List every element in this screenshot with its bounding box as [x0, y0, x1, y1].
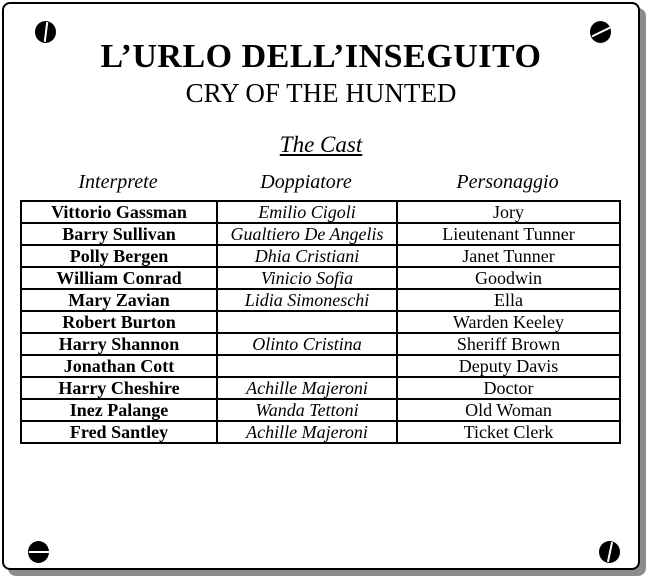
- column-header-interprete: Interprete: [78, 171, 158, 193]
- cast-table: [20, 200, 621, 444]
- cell-doppiatore: Emilio Cigoli: [217, 201, 397, 223]
- table-row: [21, 201, 620, 223]
- table-row: [21, 421, 620, 443]
- cell-personaggio: Jory: [397, 201, 620, 223]
- cell-doppiatore: [217, 311, 397, 333]
- table-row: [21, 399, 620, 421]
- cell-doppiatore: Vinicio Sofia: [217, 267, 397, 289]
- cast-heading-text: The Cast: [279, 132, 363, 157]
- cell-personaggio: Goodwin: [397, 267, 620, 289]
- table-row: [21, 267, 620, 289]
- cell-interprete: Harry Shannon: [21, 333, 217, 355]
- table-row: [21, 223, 620, 245]
- screw-slot: [29, 551, 49, 553]
- table-row: [21, 377, 620, 399]
- cell-doppiatore: Achille Majeroni: [217, 377, 397, 399]
- cell-interprete: Jonathan Cott: [21, 355, 217, 377]
- cell-personaggio: Lieutenant Tunner: [397, 223, 620, 245]
- cell-personaggio: Sheriff Brown: [397, 333, 620, 355]
- screw-icon-bottom-left: [28, 541, 49, 563]
- cell-interprete: Polly Bergen: [21, 245, 217, 267]
- cast-list-panel: [2, 2, 640, 570]
- cell-personaggio: Ticket Clerk: [397, 421, 620, 443]
- screw-slot: [591, 27, 610, 38]
- cell-personaggio: Warden Keeley: [397, 311, 620, 333]
- cell-personaggio: Deputy Davis: [397, 355, 620, 377]
- screw-icon-bottom-right: [599, 541, 620, 563]
- cell-doppiatore: Gualtiero De Angelis: [217, 223, 397, 245]
- cell-interprete: Vittorio Gassman: [21, 201, 217, 223]
- cell-doppiatore: Olinto Cristina: [217, 333, 397, 355]
- cell-interprete: Barry Sullivan: [21, 223, 217, 245]
- cast-table-body: [21, 201, 620, 443]
- cell-personaggio: Old Woman: [397, 399, 620, 421]
- cell-interprete: Mary Zavian: [21, 289, 217, 311]
- cell-doppiatore: Lidia Simoneschi: [217, 289, 397, 311]
- cell-doppiatore: [217, 355, 397, 377]
- cell-personaggio: Ella: [397, 289, 620, 311]
- column-header-doppiatore: Doppiatore: [260, 171, 352, 193]
- cell-interprete: William Conrad: [21, 267, 217, 289]
- column-header-personaggio: Personaggio: [456, 171, 559, 193]
- cell-interprete: Harry Cheshire: [21, 377, 217, 399]
- film-title-english: CRY OF THE HUNTED: [185, 78, 457, 108]
- cell-personaggio: Doctor: [397, 377, 620, 399]
- cell-interprete: Robert Burton: [21, 311, 217, 333]
- film-title-italian: L’URLO DELL’INSEGUITO: [100, 38, 542, 75]
- table-row: [21, 289, 620, 311]
- table-row: [21, 333, 620, 355]
- table-row: [21, 311, 620, 333]
- cell-doppiatore: Wanda Tettoni: [217, 399, 397, 421]
- cast-column-headers: [20, 169, 619, 195]
- cell-personaggio: Janet Tunner: [397, 245, 620, 267]
- cell-interprete: Fred Santley: [21, 421, 217, 443]
- table-row: [21, 245, 620, 267]
- cell-doppiatore: Dhia Cristiani: [217, 245, 397, 267]
- screw-slot: [606, 542, 612, 562]
- cell-doppiatore: Achille Majeroni: [217, 421, 397, 443]
- cast-section-heading: [4, 131, 638, 159]
- table-row: [21, 355, 620, 377]
- cell-interprete: Inez Palange: [21, 399, 217, 421]
